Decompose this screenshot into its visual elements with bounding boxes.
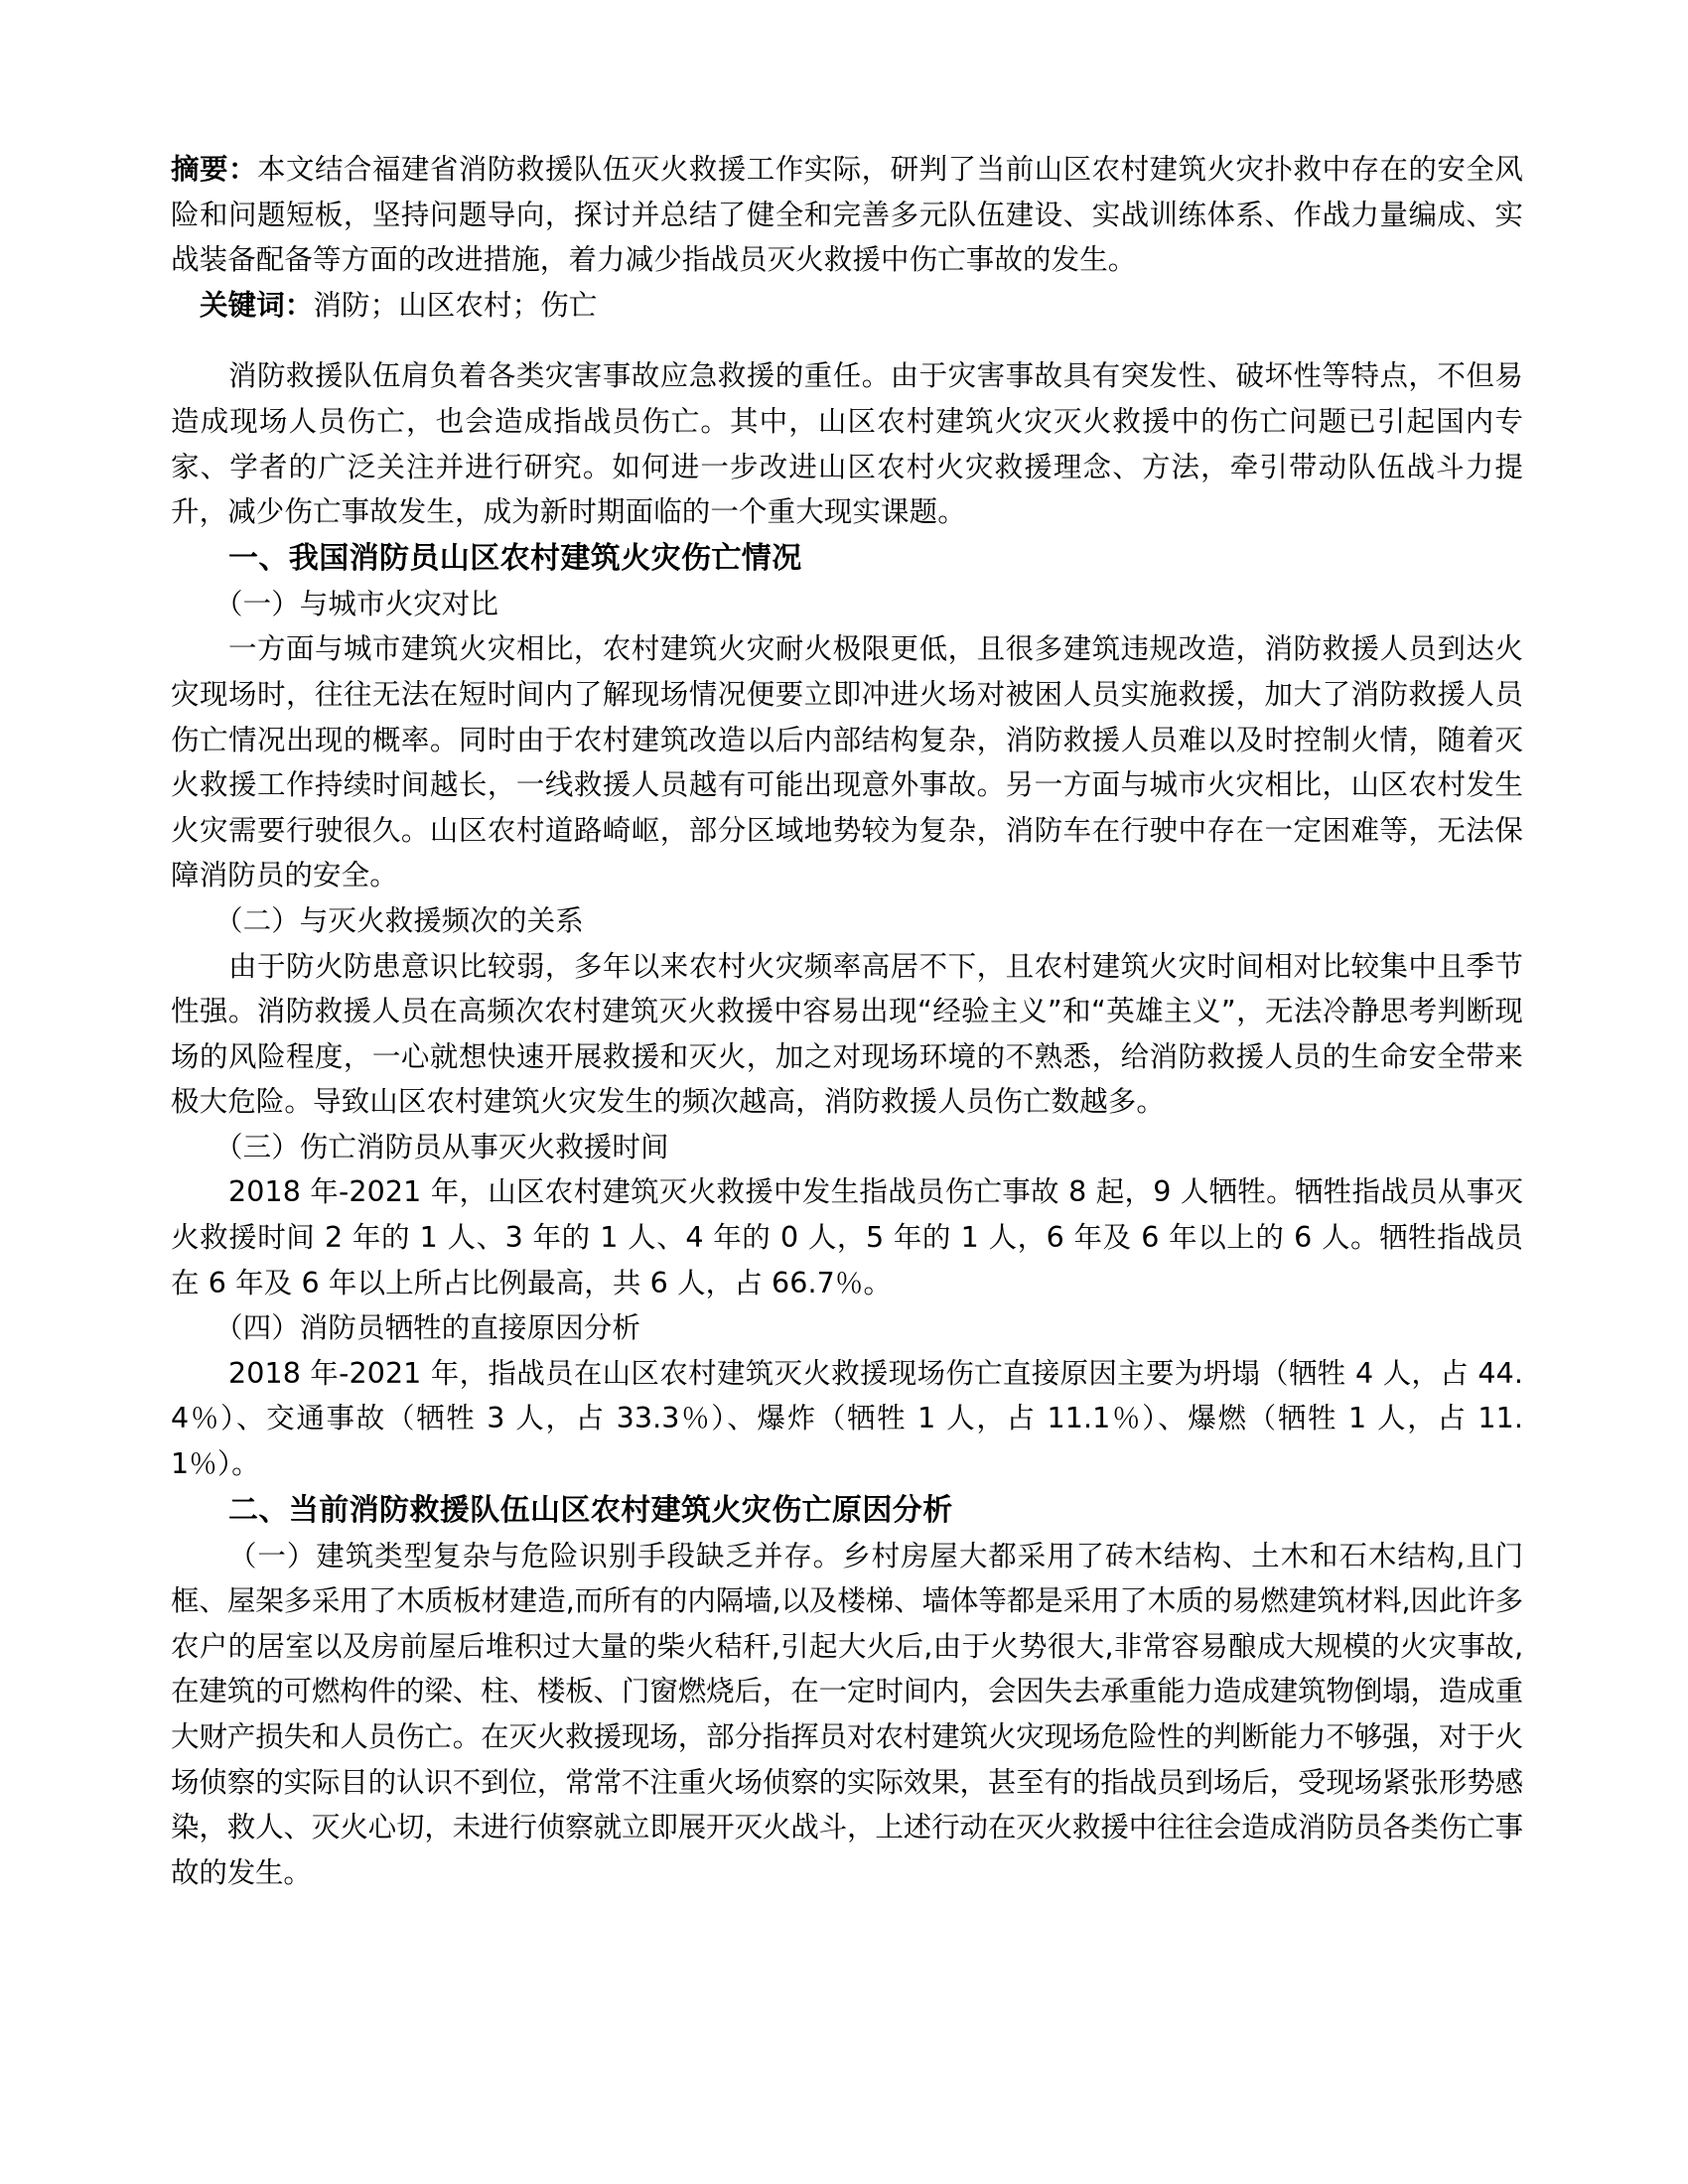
section-1-subsection-1-body: 一方面与城市建筑火灾相比，农村建筑火灾耐火极限更低，且很多建筑违规改造，消防救援人员到达火灾现场时，往往无法在短时间内了解现场情况便要立即冲进火场对被困人员实施救援，加大了消防救援人员伤亡情况出现的概率。同时由于农村建筑改造以后内部结构复杂，消防救援人员难以及时控制火情，随着灭火救援工作持续时间越长，一线救援人员越有可能出现意外事故。另一方面与城市火灾相比，山区农村发生火灾需要行驶很久。山区农村道路崎岖，部分区域地势较为复杂，消防车在行驶中存在一定困难等，无法保障消防员的安全。 bbox=[171, 632, 1523, 892]
abstract-label: 摘要： bbox=[171, 153, 257, 186]
keywords-label: 关键词： bbox=[200, 288, 314, 322]
section-1-subsection-2-title: （二）与灭火救援频次的关系 bbox=[214, 903, 584, 937]
section-1-subsection-2-body: 由于防火防患意识比较弱，多年以来农村火灾频率高居不下，且农村建筑火灾时间相对比较集中且季节性强。消防救援人员在高频次农村建筑灭火救援中容易出现“经验主义”和“英雄主义”，无法冷静思考判断现场的风险程度，一心就想快速开展救援和灭火，加之对现场环境的不熟悉，给消防救援人员的生命安全带来极大危险。导致山区农村建筑火灾发生的频次越高，消防救援人员伤亡数越多。 bbox=[171, 949, 1523, 1119]
section-2-heading: 二、当前消防救援队伍山区农村建筑火灾伤亡原因分析 bbox=[228, 1492, 953, 1528]
section-1-subsection-1-title: （一）与城市火灾对比 bbox=[214, 587, 499, 620]
section-1-subsection-3-title: （三）伤亡消防员从事灭火救援时间 bbox=[214, 1130, 669, 1163]
abstract-paragraph bbox=[171, 147, 1523, 283]
section-1-heading: 一、我国消防员山区农村建筑火灾伤亡情况 bbox=[228, 540, 802, 576]
keywords-paragraph bbox=[171, 283, 1523, 329]
text-column bbox=[171, 147, 1523, 1895]
section-1-subsection-4-title: （四）消防员牺牲的直接原因分析 bbox=[214, 1311, 641, 1345]
keywords-body: 消防；山区农村；伤亡 bbox=[313, 288, 598, 322]
spacer-after-keywords bbox=[171, 328, 1523, 353]
section-2-subsection-1-body: （一）建筑类型复杂与危险识别手段缺乏并存。乡村房屋大都采用了砖木结构、土木和石木结构,且门框、屋架多采用了木质板材建造,而所有的内隔墙,以及楼梯、墙体等都是采用了木质的易燃建筑材料,因此许多农户的居室以及房前屋后堆积过大量的柴火秸秆,引起大火后,由于火势很大,非常容易酿成大规模的火灾事故,在建筑的可燃构件的梁、柱、楼板、门窗燃烧后，在一定时间内，会因失去承重能力造成建筑物倒塌，造成重大财产损失和人员伤亡。在灭火救援现场，部分指挥员对农村建筑火灾现场危险性的判断能力不够强，对于火场侦察的实际目的认识不到位，常常不注重火场侦察的实际效果，甚至有的指战员到场后，受现场紧张形势感染，救人、灭火心切，未进行侦察就立即展开灭火战斗，上述行动在灭火救援中往往会造成消防员各类伤亡事故的发生。 bbox=[171, 1539, 1523, 1889]
section-1-subsection-4-body: 2018 年-2021 年，指战员在山区农村建筑灭火救援现场伤亡直接原因主要为坍塌（牺牲 4 人，占 44.4％）、交通事故（牺牲 3 人，占 33.3％）、爆炸（牺牲 1 人，占 11.1％）、爆燃（牺牲 1 人，占 11.1％）。 bbox=[171, 1356, 1523, 1481]
intro-paragraph: 消防救援队伍肩负着各类灾害事故应急救援的重任。由于灾害事故具有突发性、破坏性等特点，不但易造成现场人员伤亡，也会造成指战员伤亡。其中，山区农村建筑火灾灭火救援中的伤亡问题已引起国内专家、学者的广泛关注并进行研究。如何进一步改进山区农村火灾救援理念、方法，牵引带动队伍战斗力提升，减少伤亡事故发生，成为新时期面临的一个重大现实课题。 bbox=[171, 359, 1523, 529]
abstract-body: 本文结合福建省消防救援队伍灭火救援工作实际，研判了当前山区农村建筑火灾扑救中存在的安全风险和问题短板，坚持问题导向，探讨并总结了健全和完善多元队伍建设、实战训练体系、作战力量编成、实战装备配备等方面的改进措施，着力减少指战员灭火救援中伤亡事故的发生。 bbox=[171, 153, 1523, 277]
section-1-subsection-3-body: 2018 年-2021 年，山区农村建筑灭火救援中发生指战员伤亡事故 8 起，9 人牺牲。牺牲指战员从事灭火救援时间 2 年的 1 人、3 年的 1 人、4 年的 0 人，5 年的 1 人，6 年及 6 年以上的 6 人。牺牲指战员在 6 年及 6 年以上所占比例最高，共 6 人，占 66.7％。 bbox=[171, 1175, 1524, 1299]
